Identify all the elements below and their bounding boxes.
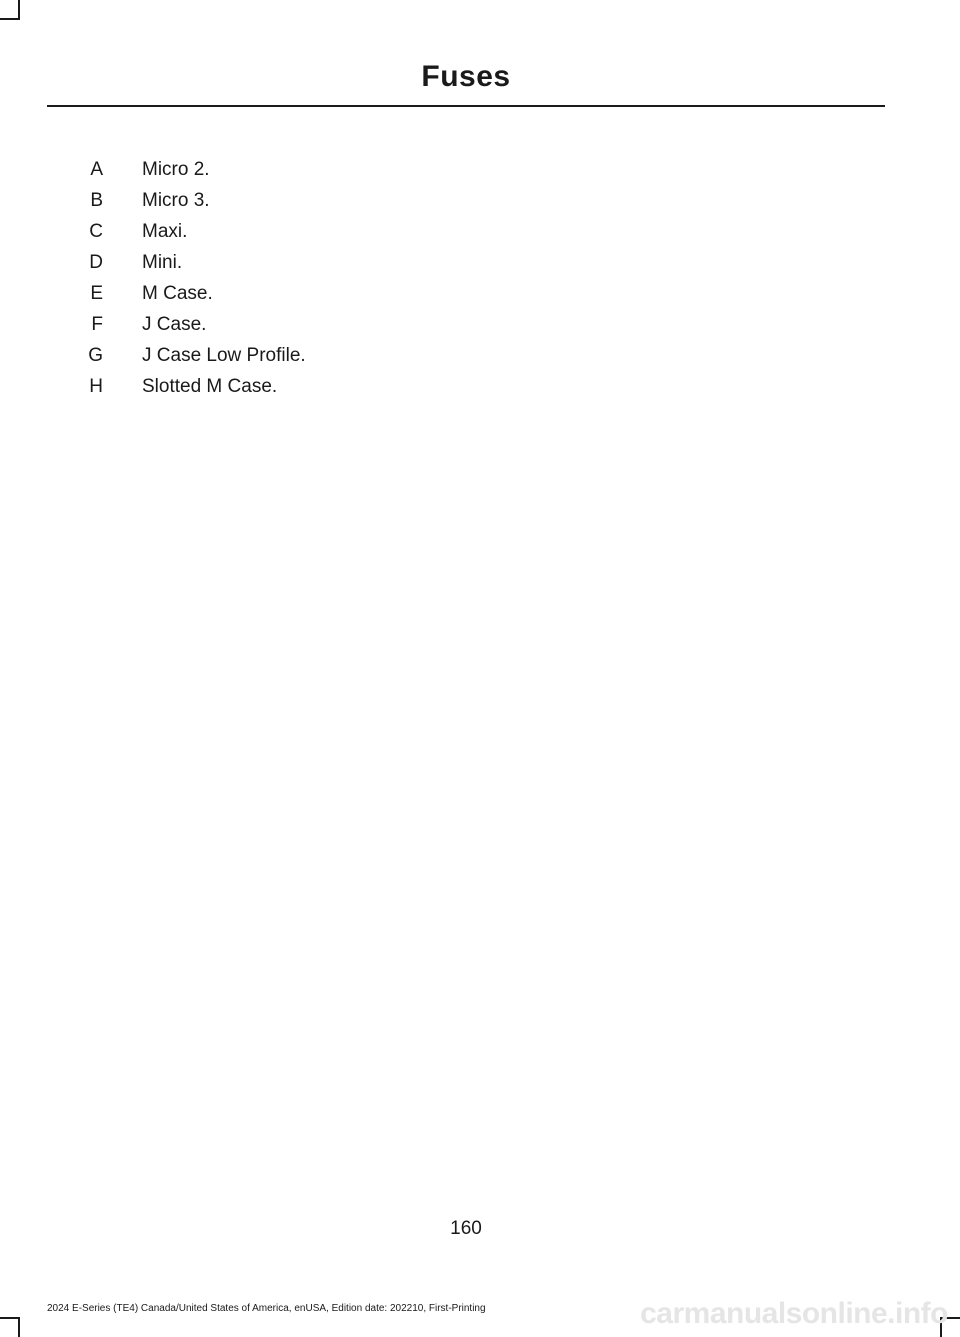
- legend-item-key: B: [90, 189, 103, 211]
- legend-item-key: G: [88, 344, 103, 366]
- fuse-type-legend: [60, 154, 560, 402]
- legend-item: [60, 154, 560, 185]
- legend-item-key: E: [90, 282, 103, 304]
- crop-mark-top-left-horizontal: [0, 18, 20, 20]
- edition-footer: 2024 E-Series (TE4) Canada/United States of America, enUSA, Edition date: 202210, First-Printing: [47, 1303, 486, 1314]
- watermark: carmanualsonline.info: [640, 1297, 948, 1330]
- legend-item: [60, 340, 560, 371]
- legend-item-value: J Case.: [142, 313, 207, 335]
- legend-item: [60, 247, 560, 278]
- legend-item-key: C: [89, 220, 103, 242]
- legend-item: [60, 185, 560, 216]
- legend-item-key: D: [89, 251, 103, 273]
- legend-item-value: J Case Low Profile.: [142, 344, 306, 366]
- legend-item-value: Micro 2.: [142, 158, 210, 180]
- crop-mark-bottom-left-vertical: [18, 1317, 20, 1337]
- legend-item-value: Maxi.: [142, 220, 188, 242]
- crop-mark-bottom-left-horizontal: [0, 1317, 20, 1319]
- page-title: Fuses: [421, 60, 511, 93]
- legend-item: [60, 309, 560, 340]
- legend-item-value: Mini.: [142, 251, 183, 273]
- legend-item-key: A: [90, 158, 103, 180]
- legend-item: [60, 278, 560, 309]
- legend-item-value: M Case.: [142, 282, 213, 304]
- legend-item-value: Slotted M Case.: [142, 375, 278, 397]
- header-divider: [47, 105, 885, 107]
- legend-item: [60, 216, 560, 247]
- legend-item-key: H: [89, 375, 103, 397]
- page-number: 160: [450, 1218, 482, 1239]
- legend-item: [60, 371, 560, 402]
- legend-item-key: F: [91, 313, 103, 335]
- crop-mark-top-left-vertical: [18, 0, 20, 20]
- legend-item-value: Micro 3.: [142, 189, 210, 211]
